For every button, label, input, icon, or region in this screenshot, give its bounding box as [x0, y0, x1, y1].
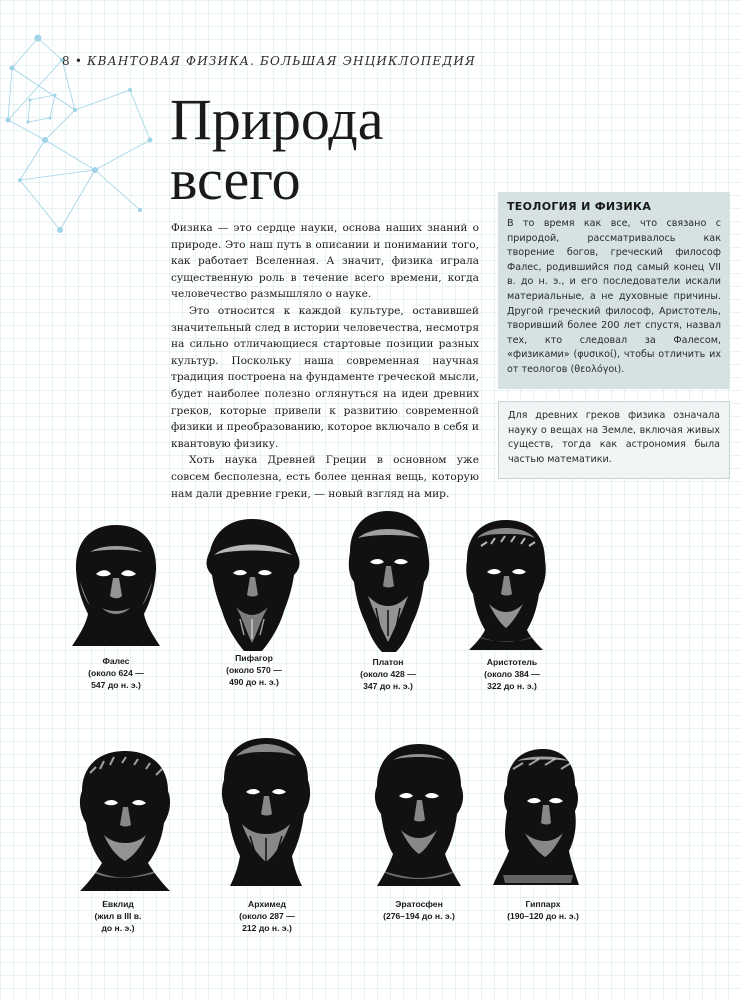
- eratosthenes-caption: Эратосфен (276–194 до н. э.): [383, 899, 455, 921]
- note-text: Для древних греков физика означала науку о вещах на Земле, включая живых существ, тогда как астрономия была частью математики.: [508, 410, 720, 465]
- archimedes-bust-image: [210, 732, 322, 892]
- thales-caption: Фалес (около 624 — 547 до н. э.): [88, 656, 144, 690]
- aristotle-caption: Аристотель (около 384 — 322 до н. э.): [484, 657, 540, 691]
- sidebar-box: [498, 192, 730, 389]
- sidebar-title: ТЕОЛОГИЯ И ФИЗИКА: [507, 200, 652, 213]
- aristotle-bust-image: [455, 516, 557, 652]
- title-line-1: Природа: [170, 87, 384, 152]
- plato-caption: Платон (около 428 — 347 до н. э.): [360, 657, 416, 691]
- archimedes-caption: Архимед (около 287 — 212 до н. э.): [239, 899, 295, 933]
- running-title: КВАНТОВАЯ ФИЗИКА. БОЛЬШАЯ ЭНЦИКЛОПЕДИЯ: [87, 54, 476, 68]
- title-line-2: всего: [170, 147, 301, 212]
- euclid-caption: Евклид (жил в III в. до н. э.): [94, 899, 142, 933]
- pythagoras-bust-image: [200, 515, 305, 655]
- page-number: 8: [62, 54, 71, 68]
- pythagoras-caption: Пифагор (около 570 — 490 до н. э.): [226, 653, 282, 687]
- body-paragraph: Хоть наука Древней Греции в основном уже совсем бесполезна, есть более ценная вещь, которую нам дали древние греки, — новый взгляд на мир.: [171, 454, 479, 500]
- body-paragraph: Это относится к каждой культуре, оставившей значительный след в истории человечества, несмотря на сильно отличающиеся стартовые позиции разных культур. Поскольку наша современная научная традиция построена на фундаменте греческой мысли, будет наиболее полезно оглянуться на идеи древних греков, которые привели к развитию современной физики и преобразованию, которое включало в себя и квантовую физику.: [171, 304, 479, 450]
- running-header: [62, 54, 476, 68]
- note-box: [498, 401, 730, 479]
- hipparchus-caption: Гиппарх (190–120 до н. э.): [507, 899, 579, 921]
- sidebar-text: В то время как все, что связано с природой, рассматривалось как творение богов, греческий философ Фалес, родившийся под самый конец VII в. до н. э., и его последователи искали материальные, а не духовные причины. Другой греческий философ, Аристотель, творивший более 200 лет спустя, назвал тех, кто следовал за Фалесом, «физиками» (φυσικοί), чтобы отличить их от теологов (θεολόγοι).: [507, 218, 721, 375]
- plato-bust-image: [338, 508, 438, 654]
- body-text: [171, 220, 479, 502]
- eratosthenes-bust-image: [363, 740, 475, 890]
- body-paragraph: Физика — это сердце науки, основа наших знаний о природе. Это наш путь в описании и понимании того, как работает Вселенная. А значит, физика играла существенную роль в течение всего времени, когда человечество размышляло о науке.: [171, 222, 479, 301]
- hipparchus-bust-image: [483, 745, 593, 893]
- page-title: [170, 87, 384, 212]
- header-bullet: •: [74, 54, 84, 68]
- euclid-bust-image: [70, 745, 180, 895]
- thales-bust-image: [66, 522, 166, 650]
